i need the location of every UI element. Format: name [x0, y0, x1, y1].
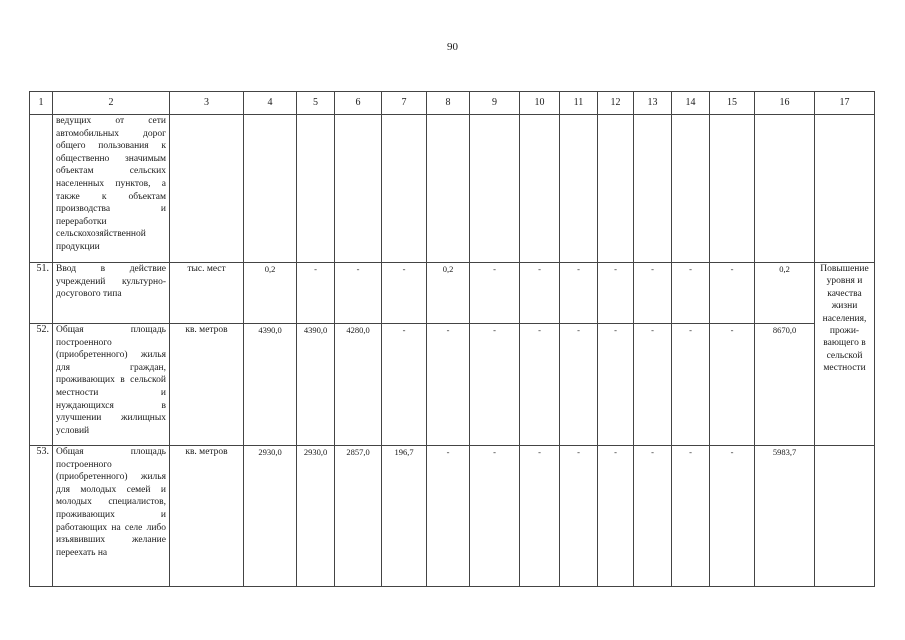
value-cell — [755, 115, 815, 263]
value-cell: 2930,0 — [297, 446, 335, 587]
value-cell: - — [672, 324, 710, 446]
value-cell: 2930,0 — [244, 446, 297, 587]
value-cell: - — [598, 263, 634, 324]
column-number-1: 1 — [30, 92, 53, 115]
value-cell — [672, 115, 710, 263]
value-cell: 196,7 — [382, 446, 427, 587]
value-cell: - — [672, 263, 710, 324]
table-row — [30, 115, 875, 263]
row-number: 52. — [30, 324, 53, 446]
value-cell: - — [634, 324, 672, 446]
value-cell — [427, 115, 470, 263]
value-cell: 8670,0 — [755, 324, 815, 446]
value-cell: - — [598, 324, 634, 446]
column-number-17: 17 — [815, 92, 875, 115]
value-cell: 5983,7 — [755, 446, 815, 587]
table-row — [30, 324, 875, 446]
indicator-name: Ввод в действие учреждений культурно-досугового типа — [53, 263, 170, 324]
value-cell: 4280,0 — [335, 324, 382, 446]
value-cell: - — [710, 324, 755, 446]
unit-of-measure: кв. метров — [170, 324, 244, 446]
value-cell: - — [382, 263, 427, 324]
value-cell — [634, 115, 672, 263]
value-cell: - — [520, 263, 560, 324]
unit-of-measure — [170, 115, 244, 263]
row-number: 53. — [30, 446, 53, 587]
column-number-3: 3 — [170, 92, 244, 115]
row-number — [30, 115, 53, 263]
indicator-name: Общая площадь построенного (приобретенного) жилья для молодых семей и молодых специалистов, проживающих и работающих на селе либо изъявивших желание переехать на — [53, 446, 170, 587]
value-cell: - — [672, 446, 710, 587]
value-cell: - — [427, 324, 470, 446]
value-cell: - — [710, 263, 755, 324]
value-cell: - — [297, 263, 335, 324]
value-cell — [297, 115, 335, 263]
value-cell: - — [470, 446, 520, 587]
column-number-15: 15 — [710, 92, 755, 115]
column-number-14: 14 — [672, 92, 710, 115]
column-number-12: 12 — [598, 92, 634, 115]
column-number-11: 11 — [560, 92, 598, 115]
value-cell: 2857,0 — [335, 446, 382, 587]
value-cell: - — [335, 263, 382, 324]
value-cell: - — [560, 324, 598, 446]
column-number-13: 13 — [634, 92, 672, 115]
value-cell — [710, 115, 755, 263]
value-cell: 4390,0 — [244, 324, 297, 446]
value-cell — [382, 115, 427, 263]
page-number: 90 — [447, 41, 458, 53]
note-cell: Повышение уровня и качества жизни населения, прожи-вающего в сельской местности — [815, 263, 875, 446]
value-cell — [560, 115, 598, 263]
column-number-6: 6 — [335, 92, 382, 115]
column-number-10: 10 — [520, 92, 560, 115]
value-cell: - — [470, 324, 520, 446]
column-number-5: 5 — [297, 92, 335, 115]
value-cell: - — [634, 446, 672, 587]
value-cell: 0,2 — [427, 263, 470, 324]
indicator-table — [29, 91, 875, 587]
unit-of-measure: тыс. мест — [170, 263, 244, 324]
value-cell: - — [634, 263, 672, 324]
value-cell — [470, 115, 520, 263]
value-cell — [598, 115, 634, 263]
note-cell — [815, 115, 875, 263]
table-row — [30, 446, 875, 587]
value-cell: 0,2 — [244, 263, 297, 324]
value-cell: 4390,0 — [297, 324, 335, 446]
value-cell — [335, 115, 382, 263]
value-cell: - — [560, 446, 598, 587]
column-number-4: 4 — [244, 92, 297, 115]
value-cell: 0,2 — [755, 263, 815, 324]
unit-of-measure: кв. метров — [170, 446, 244, 587]
column-number-2: 2 — [53, 92, 170, 115]
table-row — [30, 263, 875, 324]
column-number-row — [30, 92, 875, 115]
value-cell: - — [520, 446, 560, 587]
column-number-7: 7 — [382, 92, 427, 115]
value-cell: - — [382, 324, 427, 446]
column-number-8: 8 — [427, 92, 470, 115]
value-cell — [520, 115, 560, 263]
indicator-name: Общая площадь построенного (приобретенного) жилья для граждан, проживающих в сельской местности и нуждающихся в улучшении жилищных условий — [53, 324, 170, 446]
value-cell: - — [560, 263, 598, 324]
value-cell — [244, 115, 297, 263]
value-cell: - — [710, 446, 755, 587]
value-cell: - — [427, 446, 470, 587]
row-number: 51. — [30, 263, 53, 324]
note-cell — [815, 446, 875, 587]
indicator-name: ведущих от сети автомобильных дорог общего пользования к общественно значимым объектам сельских населенных пунктов, а также к объектам производства и переработки сельскохозяйственной продукции — [53, 115, 170, 263]
column-number-9: 9 — [470, 92, 520, 115]
value-cell: - — [520, 324, 560, 446]
value-cell: - — [598, 446, 634, 587]
column-number-16: 16 — [755, 92, 815, 115]
value-cell: - — [470, 263, 520, 324]
